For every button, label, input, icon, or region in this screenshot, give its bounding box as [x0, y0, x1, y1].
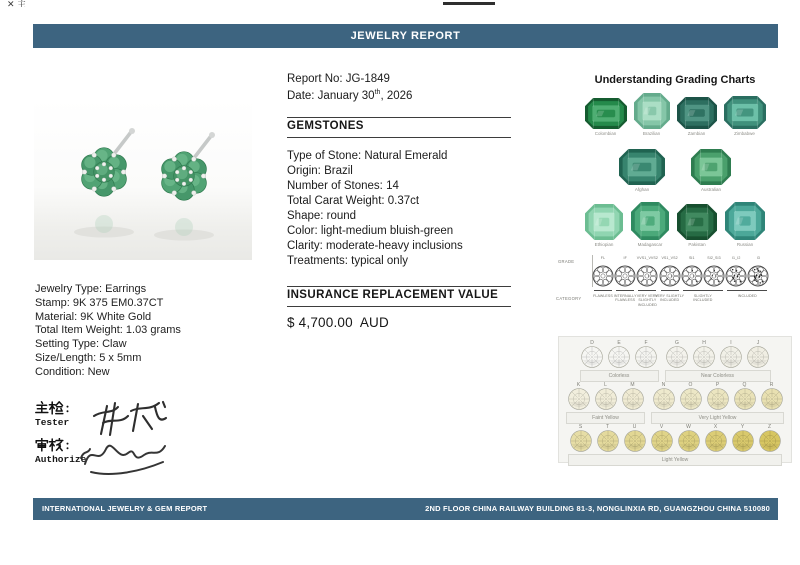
color-grade-cell [622, 424, 647, 452]
report-no: Report No: JG-1849 [287, 73, 390, 85]
clarity-diamond-svg [681, 265, 703, 287]
emerald-sample-zimbabwe [724, 96, 766, 136]
emerald-sample-brazilian [634, 93, 670, 136]
divider [287, 286, 511, 287]
authorize-label: Authorize [35, 454, 87, 465]
color-grade-cell [676, 424, 701, 452]
clarity-category: SLIGHTLY INCLUDED [693, 294, 713, 303]
color-diamond-svg [651, 430, 673, 452]
color-grade-cell [730, 424, 755, 452]
color-grade-cell [651, 382, 676, 410]
emerald-origin-label: Madagascar [637, 242, 663, 247]
color-grade-letter: X [713, 424, 718, 430]
color-grade-group [665, 340, 771, 382]
color-grade-letter: K [576, 382, 581, 388]
emerald-origin-label: Russian [736, 242, 754, 247]
color-grade-letter: P [715, 382, 720, 388]
color-diamond-svg [581, 346, 603, 368]
color-grade-letter: T [605, 424, 610, 430]
clarity-grading-chart [556, 252, 796, 318]
divider [287, 117, 511, 118]
color-grade-letter: H [702, 340, 706, 346]
emerald-stone-svg [677, 97, 717, 129]
emerald-origin-row [558, 93, 792, 136]
clarity-diamond-svg [725, 265, 747, 287]
earrings-illustration [34, 98, 252, 260]
color-diamond-svg [595, 388, 617, 410]
color-diamond-svg [759, 430, 781, 452]
gemstone-line: Shape: round [287, 210, 357, 222]
color-grade-cell [595, 424, 620, 452]
emerald-stone-svg [619, 149, 665, 185]
insurance-value: $ 4,700.00 AUD [287, 315, 389, 330]
clarity-category: VERY SLIGHTLY INCLUDED [655, 294, 685, 303]
divider [287, 137, 511, 138]
color-grade-cell [568, 424, 593, 452]
color-grade-cell [580, 340, 605, 368]
color-grade-cell [634, 340, 659, 368]
clarity-grade: SI2_SI3 [707, 256, 721, 260]
clarity-grade: FL [600, 256, 606, 260]
color-grade-letter: M [630, 382, 635, 388]
color-diamond-svg [678, 430, 700, 452]
diamond-color-chart [558, 336, 792, 463]
emerald-stone-svg [585, 98, 627, 129]
earrings-photo [34, 98, 252, 260]
jewelry-line: Setting Type: Claw [35, 338, 127, 351]
jewelry-line: Size/Length: 5 x 5mm [35, 351, 142, 364]
color-grade-group [566, 382, 645, 424]
color-group-label: Faint Yellow [566, 412, 645, 424]
color-grade-letter: O [688, 382, 693, 388]
emerald-origin-row [558, 202, 792, 247]
report-date: Date: January 30th, 2026 [287, 89, 413, 102]
clarity-grade: VS1_VS2 [661, 256, 678, 260]
emerald-sample-zambian [677, 97, 717, 136]
color-grade-group [580, 340, 659, 382]
color-grade-letter: N [661, 382, 666, 388]
color-diamond-svg [622, 388, 644, 410]
color-grade-letter: R [769, 382, 774, 388]
footer-address: 2ND FLOOR CHINA RAILWAY BUILDING 81-3, NONGLINXIA RD, GUANGZHOU CHINA 510080 [425, 504, 770, 513]
color-diamond-svg [705, 430, 727, 452]
clarity-diamond-svg [614, 265, 636, 287]
color-diamond-svg [734, 388, 756, 410]
clarity-category: FLAWLESS [593, 294, 613, 298]
top-crop-artifact-line [443, 2, 495, 5]
color-grade-letter: G [675, 340, 679, 346]
clarity-grade: I3 [756, 256, 760, 260]
emerald-sample-ethiopian [585, 204, 623, 247]
emerald-stone-svg [691, 149, 731, 185]
clarity-category: INCLUDED [737, 294, 757, 298]
tester-label: Tester [35, 417, 70, 428]
color-diamond-svg [624, 430, 646, 452]
clarity-diamond-svg [636, 265, 658, 287]
emerald-stone-svg [634, 93, 670, 129]
gemstone-line: Treatments: typical only [287, 255, 409, 267]
color-grade-cell [705, 382, 730, 410]
color-diamond-svg [732, 430, 754, 452]
color-group-label: Colorless [580, 370, 659, 382]
emerald-stone-svg [585, 204, 623, 240]
gemstone-line: Origin: Brazil [287, 165, 353, 177]
color-grade-letter: W [686, 424, 691, 430]
color-grade-cell [719, 340, 744, 368]
color-group-label: Light Yellow [568, 454, 782, 466]
color-grade-cell [692, 340, 717, 368]
gemstone-line: Total Carat Weight: 0.37ct [287, 195, 420, 207]
color-diamond-svg [570, 430, 592, 452]
footer-issuer: INTERNATIONAL JEWELRY & GEM REPORT [42, 504, 208, 513]
color-chart-row [563, 340, 787, 382]
clarity-category: INTERNALLY FLAWLESS [613, 294, 637, 303]
jewelry-line: Material: 9K White Gold [35, 310, 152, 323]
gemstones-section-title: GEMSTONES [287, 120, 364, 132]
grading-charts-title: Understanding Grading Charts [594, 74, 756, 86]
color-grade-letter: V [659, 424, 664, 430]
color-grade-cell [732, 382, 757, 410]
color-grade-cell [665, 340, 690, 368]
color-grade-letter: I [730, 340, 732, 346]
jewelry-line: Condition: New [35, 365, 110, 378]
color-diamond-svg [568, 388, 590, 410]
emerald-origin-label: Brazilian [642, 131, 661, 136]
emerald-stone-svg [724, 96, 766, 129]
color-diamond-svg [693, 346, 715, 368]
color-chart-row [563, 424, 787, 466]
emerald-origin-label: Zambian [687, 131, 706, 136]
clarity-grade: IF [623, 256, 627, 260]
color-grade-cell [566, 382, 591, 410]
emerald-origin-label: Pakistan [688, 242, 706, 247]
color-diamond-svg [747, 346, 769, 368]
color-group-label: Near Colorless [665, 370, 771, 382]
color-grade-group [651, 382, 784, 424]
color-diamond-svg [635, 346, 657, 368]
emerald-sample-pakistan [677, 204, 717, 247]
gemstone-line: Number of Stones: 14 [287, 180, 399, 192]
color-grade-cell [746, 340, 771, 368]
color-diamond-svg [666, 346, 688, 368]
insurance-section-title: INSURANCE REPLACEMENT VALUE [287, 289, 499, 301]
grade-label: GRADE [558, 259, 575, 264]
color-group-label: Very Light Yellow [651, 412, 784, 424]
emerald-sample-colombian [585, 98, 627, 136]
color-grade-letter: U [632, 424, 637, 430]
clarity-diamond-svg [747, 265, 769, 287]
emerald-sample-russian [725, 202, 765, 247]
emerald-stone-svg [631, 202, 669, 240]
emerald-stone-svg [677, 204, 717, 240]
clarity-category: VERY VERY SLIGHTLY INCLUDED [636, 294, 659, 307]
jewelry-details [35, 283, 181, 380]
tester-label-cjk [35, 401, 71, 416]
color-grade-letter: S [578, 424, 583, 430]
color-grade-cell [607, 340, 632, 368]
color-grade-letter: Z [767, 424, 772, 430]
color-grade-cell [757, 424, 782, 452]
color-grade-cell [678, 382, 703, 410]
emerald-origin-label: Afghan [634, 187, 650, 192]
emerald-stone-svg [725, 202, 765, 240]
color-grade-cell [593, 382, 618, 410]
signoff-block [35, 398, 255, 483]
jewelry-line: Stamp: 9K 375 EM0.37CT [35, 296, 164, 309]
signatures-handwriting [79, 394, 189, 484]
color-diamond-svg [608, 346, 630, 368]
color-diamond-svg [707, 388, 729, 410]
color-grade-letter: F [644, 340, 648, 346]
emerald-sample-madagascar [631, 202, 669, 247]
color-diamond-svg [653, 388, 675, 410]
color-grade-letter: Q [742, 382, 747, 388]
color-grade-cell [759, 382, 784, 410]
color-grade-letter: E [617, 340, 621, 346]
emerald-origin-label: Zimbabwe [734, 131, 755, 136]
color-diamond-svg [720, 346, 742, 368]
color-diamond-svg [680, 388, 702, 410]
gemstone-line: Clarity: moderate-heavy inclusions [287, 240, 463, 252]
color-chart-row [563, 382, 787, 424]
color-grade-letter: D [590, 340, 594, 346]
emerald-origin-label: Ethiopian [594, 242, 614, 247]
emerald-origin-label: Australian [700, 187, 721, 192]
color-grade-letter: Y [740, 424, 745, 430]
report-header-bar [33, 24, 778, 48]
gemstone-line: Type of Stone: Natural Emerald [287, 150, 448, 162]
emerald-origin-row [558, 149, 792, 192]
jewelry-line: Jewelry Type: Earrings [35, 283, 147, 295]
clarity-grade: SI1 [688, 256, 695, 260]
color-grade-cell [620, 382, 645, 410]
emerald-sample-afghan [619, 149, 665, 192]
color-grade-letter: J [756, 340, 760, 346]
divider [287, 306, 511, 307]
authorize-label-cjk [35, 438, 71, 453]
report-footer-bar [33, 498, 778, 520]
emerald-origin-label: Colombian [594, 131, 617, 136]
clarity-diamond-svg [659, 265, 681, 287]
gemstone-details [287, 149, 463, 269]
color-grade-cell [703, 424, 728, 452]
color-diamond-svg [761, 388, 783, 410]
top-crop-artifact-text: ✕ 主 [7, 0, 27, 7]
clarity-grade: I1_I2 [731, 256, 741, 260]
category-label: CATEGORY [556, 296, 582, 301]
color-grade-group [568, 424, 782, 466]
clarity-grade: VVS1_VVS2 [636, 256, 659, 260]
emerald-sample-australian [691, 149, 731, 192]
color-grade-cell [649, 424, 674, 452]
jewelry-line: Total Item Weight: 1.03 grams [35, 324, 181, 337]
color-grade-letter: L [604, 382, 607, 388]
gemstone-line: Color: light-medium bluish-green [287, 225, 454, 237]
clarity-diamond-svg [592, 265, 614, 287]
color-diamond-svg [597, 430, 619, 452]
page-title: JEWELRY REPORT [350, 30, 461, 42]
clarity-diamond-svg [703, 265, 725, 287]
